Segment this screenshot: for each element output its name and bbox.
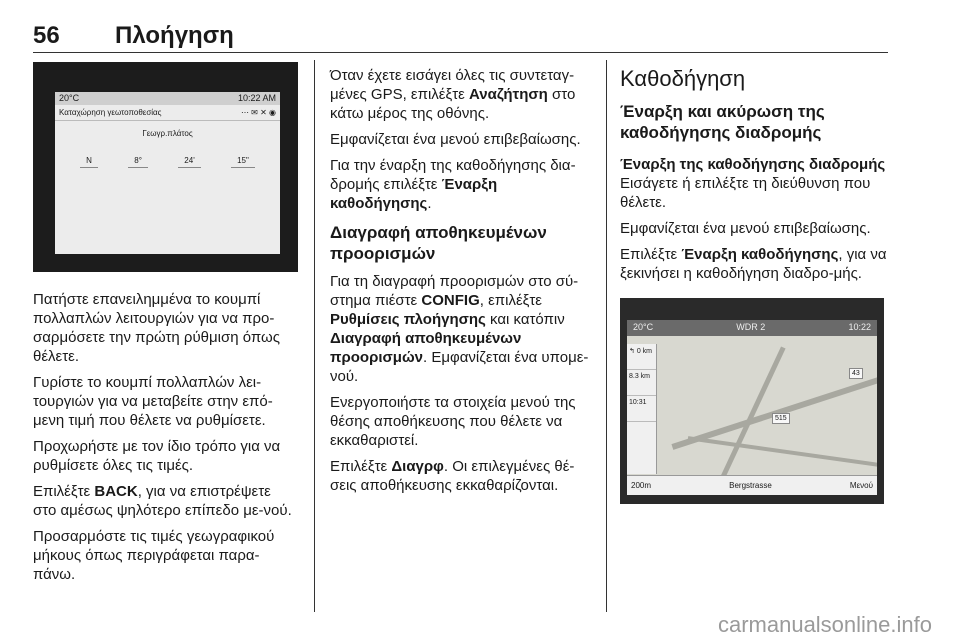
- subheading-delete-destinations: Διαγραφή αποθηκευμένων προορισμών: [330, 223, 547, 263]
- turn-arrow-icon: ↰ 0 km: [627, 344, 656, 370]
- screen-title: Καταχώρηση γεωτοποθεσίας: [59, 108, 162, 117]
- subheading-start-guidance: Έναρξη της καθοδήγησης διαδρομής: [620, 156, 886, 173]
- guidance-panel: [627, 344, 657, 474]
- map-screen: [627, 320, 877, 495]
- header-divider: [33, 52, 888, 53]
- heading-guidance: Καθοδήγηση: [620, 66, 746, 91]
- paragraph: Προσαρμόστε τις τιμές γεωγραφικού μήκους όπως περιγράφεται παρα-πάνω.: [33, 528, 275, 583]
- paragraph: Ενεργοποιήστε τα στοιχεία μενού της θέσης αποθήκευσης που θέλετε να εκκαθαριστεί.: [330, 394, 576, 449]
- paragraph: Προχωρήστε με τον ίδιο τρόπο για να ρυθμίσετε όλες τις τιμές.: [33, 438, 281, 474]
- geo-entry-screenshot: [33, 62, 298, 272]
- column-divider-2: [606, 60, 607, 612]
- latitude-label: Γεωγρ.πλάτος: [142, 129, 193, 138]
- paragraph: Εισάγετε ή επιλέξτε τη διεύθυνση που θέλετε.: [620, 175, 871, 211]
- paragraph: Όταν έχετε εισάγει όλες τις συντεταγ-μένες GPS, επιλέξτε Αναζήτηση στο κάτω μέρος της οθόνης.: [330, 67, 576, 122]
- road-number-badge: 515: [772, 413, 790, 424]
- paragraph: Για την έναρξη της καθοδήγησης δια-δρομής επιλέξτε Έναρξη καθοδήγησης.: [330, 157, 576, 212]
- map-screenshot: [620, 298, 884, 504]
- remaining-distance: 8.3 km: [627, 370, 656, 396]
- menu-button[interactable]: Μενού: [849, 481, 873, 490]
- radio-station: WDR 2: [736, 322, 766, 332]
- paragraph: Γυρίστε το κουμπί πολλαπλών λει-τουργιών για να μεταβείτε στην επό-μενη τιμή που θέλετε να ρυθμίσετε.: [33, 374, 273, 429]
- paragraph: Εμφανίζεται ένα μενού επιβεβαίωσης.: [620, 220, 871, 237]
- subheading-start-cancel: Έναρξη και ακύρωση της καθοδήγησης διαδρομής: [620, 102, 825, 142]
- clock: 10:22: [848, 322, 871, 332]
- current-street: Bergstrasse: [729, 481, 772, 490]
- temperature: 20°C: [59, 93, 80, 103]
- paragraph: Εμφανίζεται ένα μενού επιβεβαίωσης.: [330, 131, 581, 148]
- map-road: [688, 436, 877, 468]
- back-keyword: BACK: [94, 483, 138, 500]
- arrival-time: 10:31: [627, 396, 656, 422]
- paragraph: Επιλέξτε BACK, για να επιστρέψετε στο αμέσως ψηλότερο επίπεδο με-νού.: [33, 483, 292, 519]
- paragraph: Για τη διαγραφή προορισμών στο σύ-στημα πιέστε CONFIG, επιλέξτε Ρυθμίσεις πλοήγησης και κατόπιν Διαγραφή αποθηκευμένων προορισμών. Εμφανίζεται ένα υπομε-νού.: [330, 273, 589, 385]
- screen-title-bar: [55, 105, 280, 121]
- column-3: [620, 66, 888, 504]
- watermark: carmanualsonline.info: [717, 612, 932, 637]
- temperature: 20°C: [633, 322, 654, 332]
- status-icons: ⋯ ✉ ✕ ◉: [240, 108, 276, 117]
- lat-degrees[interactable]: 8°: [128, 156, 148, 168]
- lat-direction[interactable]: N: [80, 156, 98, 168]
- paragraph: Επιλέξτε Διαγρφ. Οι επιλεγμένες θέ-σεις αποθήκευσης εκκαθαρίζονται.: [330, 458, 575, 494]
- road-number-badge: 43: [849, 368, 863, 379]
- geo-entry-screen: [55, 92, 280, 254]
- column-1: [33, 62, 298, 591]
- map-bottom-bar: [627, 475, 877, 495]
- lat-minutes[interactable]: 24': [178, 156, 200, 168]
- latitude-values: [55, 156, 280, 168]
- paragraph: Πατήστε επανειλημμένα το κουμπί πολλαπλών λειτουργιών για να προ-σαρμόσετε την πρώτη ρύθμιση όπως θέλετε.: [33, 291, 280, 365]
- map-scale[interactable]: 200m: [631, 481, 652, 490]
- page-number: 56: [33, 22, 60, 49]
- status-bar: [55, 92, 280, 105]
- page-header: [33, 22, 888, 52]
- paragraph: Επιλέξτε Έναρξη καθοδήγησης, για να ξεκινήσει η καθοδήγηση διαδρο-μής.: [620, 246, 887, 282]
- map-status-bar: [627, 320, 877, 336]
- section-title: Πλοήγηση: [115, 22, 234, 49]
- lat-seconds[interactable]: 15": [231, 156, 255, 168]
- column-2: [330, 66, 598, 502]
- clock: 10:22 AM: [237, 93, 276, 103]
- column-divider-1: [314, 60, 315, 612]
